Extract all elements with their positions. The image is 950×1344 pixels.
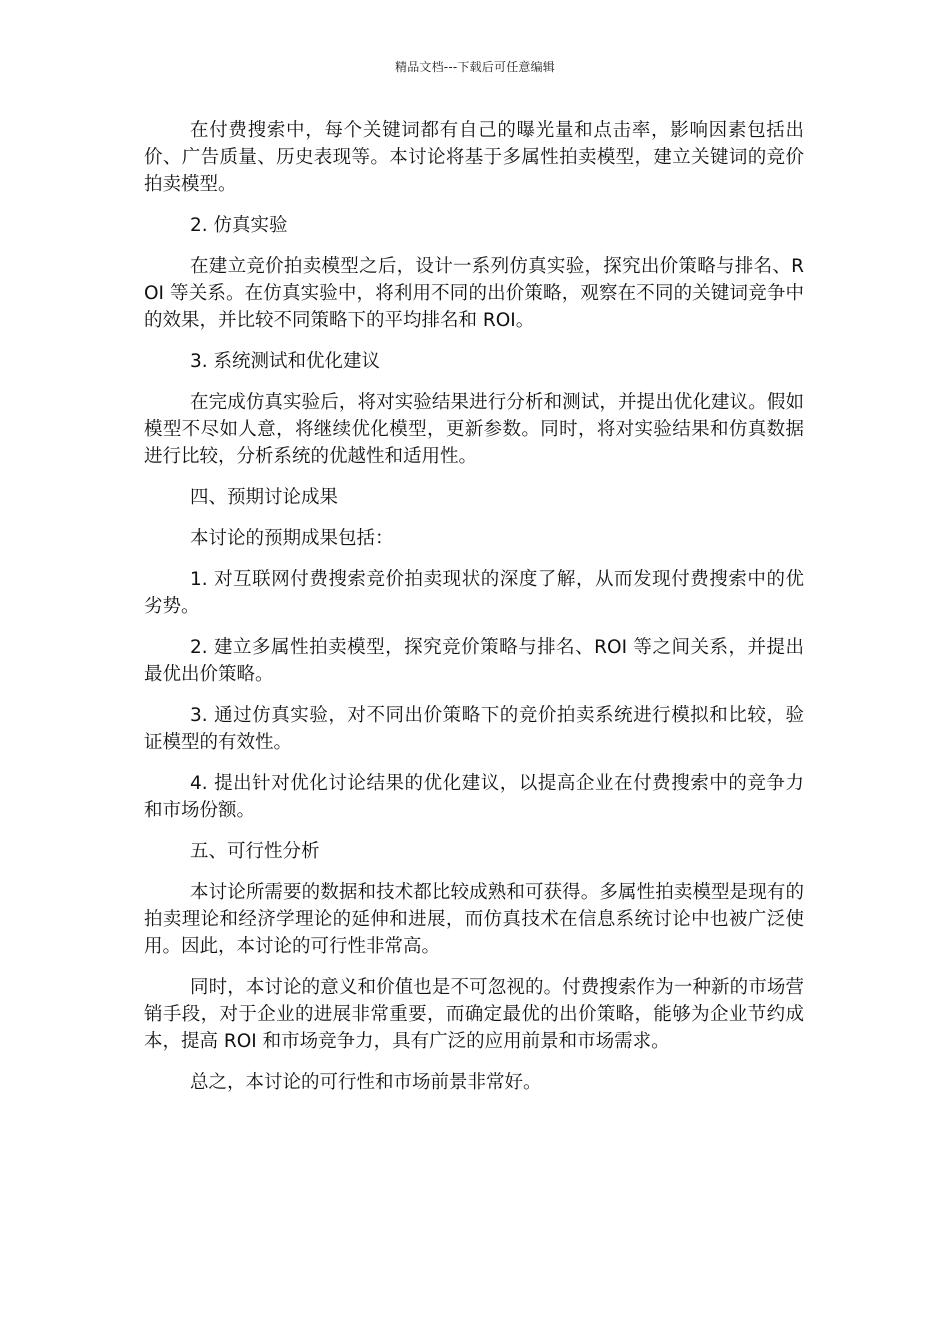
paragraph-expected-results-intro: 本讨论的预期成果包括： xyxy=(190,528,394,549)
heading-system-testing: 3. 系统测试和优化建议 xyxy=(190,351,381,372)
list-item-result-4: 4. 提出针对优化讨论结果的优化建议，以提高企业在付费搜索中的竞争力和市场份额。 xyxy=(144,773,804,821)
list-item-result-1: 1. 对互联网付费搜索竞价拍卖现状的深度了解，从而发现付费搜索中的优劣势。 xyxy=(144,569,804,617)
list-item-result-2: 2. 建立多属性拍卖模型，探究竞价策略与排名、ROI 等之间关系，并提出最优出价策略。 xyxy=(144,637,804,685)
paragraph-feasibility-2: 同时，本讨论的意义和价值也是不可忽视的。付费搜索作为一种新的市场营销手段，对于企业的进展非常重要，而确定最优的出价策略，能够为企业节约成本，提高 ROI 和市场竞争力，具有广泛的应用前景和市场需求。 xyxy=(144,977,804,1052)
paragraph-feasibility-1: 本讨论所需要的数据和技术都比较成熟和可获得。多属性拍卖模型是现有的拍卖理论和经济学理论的延伸和进展，而仿真技术在信息系统讨论中也被广泛使用。因此，本讨论的可行性非常高。 xyxy=(144,882,804,957)
list-item-result-3: 3. 通过仿真实验，对不同出价策略下的竞价拍卖系统进行模拟和比较，验证模型的有效性。 xyxy=(144,705,804,753)
paragraph-keyword-auction-model: 在付费搜索中，每个关键词都有自己的曝光量和点击率，影响因素包括出价、广告质量、历史表现等。本讨论将基于多属性拍卖模型，建立关键词的竞价拍卖模型。 xyxy=(144,120,804,195)
page-header: 精品文档---下载后可任意编辑 xyxy=(395,60,555,74)
paragraph-simulation-experiment: 在建立竞价拍卖模型之后，设计一系列仿真实验，探究出价策略与排名、ROI 等关系。在仿真实验中，将利用不同的出价策略，观察在不同的关键词竞争中的效果，并比较不同策略下的平均排名和 ROI。 xyxy=(144,256,804,331)
heading-expected-results: 四、预期讨论成果 xyxy=(190,487,339,508)
paragraph-system-testing: 在完成仿真实验后，将对实验结果进行分析和测试，并提出优化建议。假如模型不尽如人意，将继续优化模型，更新参数。同时，将对实验结果和仿真数据进行比较，分析系统的优越性和适用性。 xyxy=(144,392,804,467)
heading-feasibility-analysis: 五、可行性分析 xyxy=(190,841,320,862)
document-body xyxy=(144,117,804,1110)
heading-simulation-experiment: 2. 仿真实验 xyxy=(190,215,288,236)
paragraph-conclusion: 总之，本讨论的可行性和市场前景非常好。 xyxy=(190,1072,542,1093)
